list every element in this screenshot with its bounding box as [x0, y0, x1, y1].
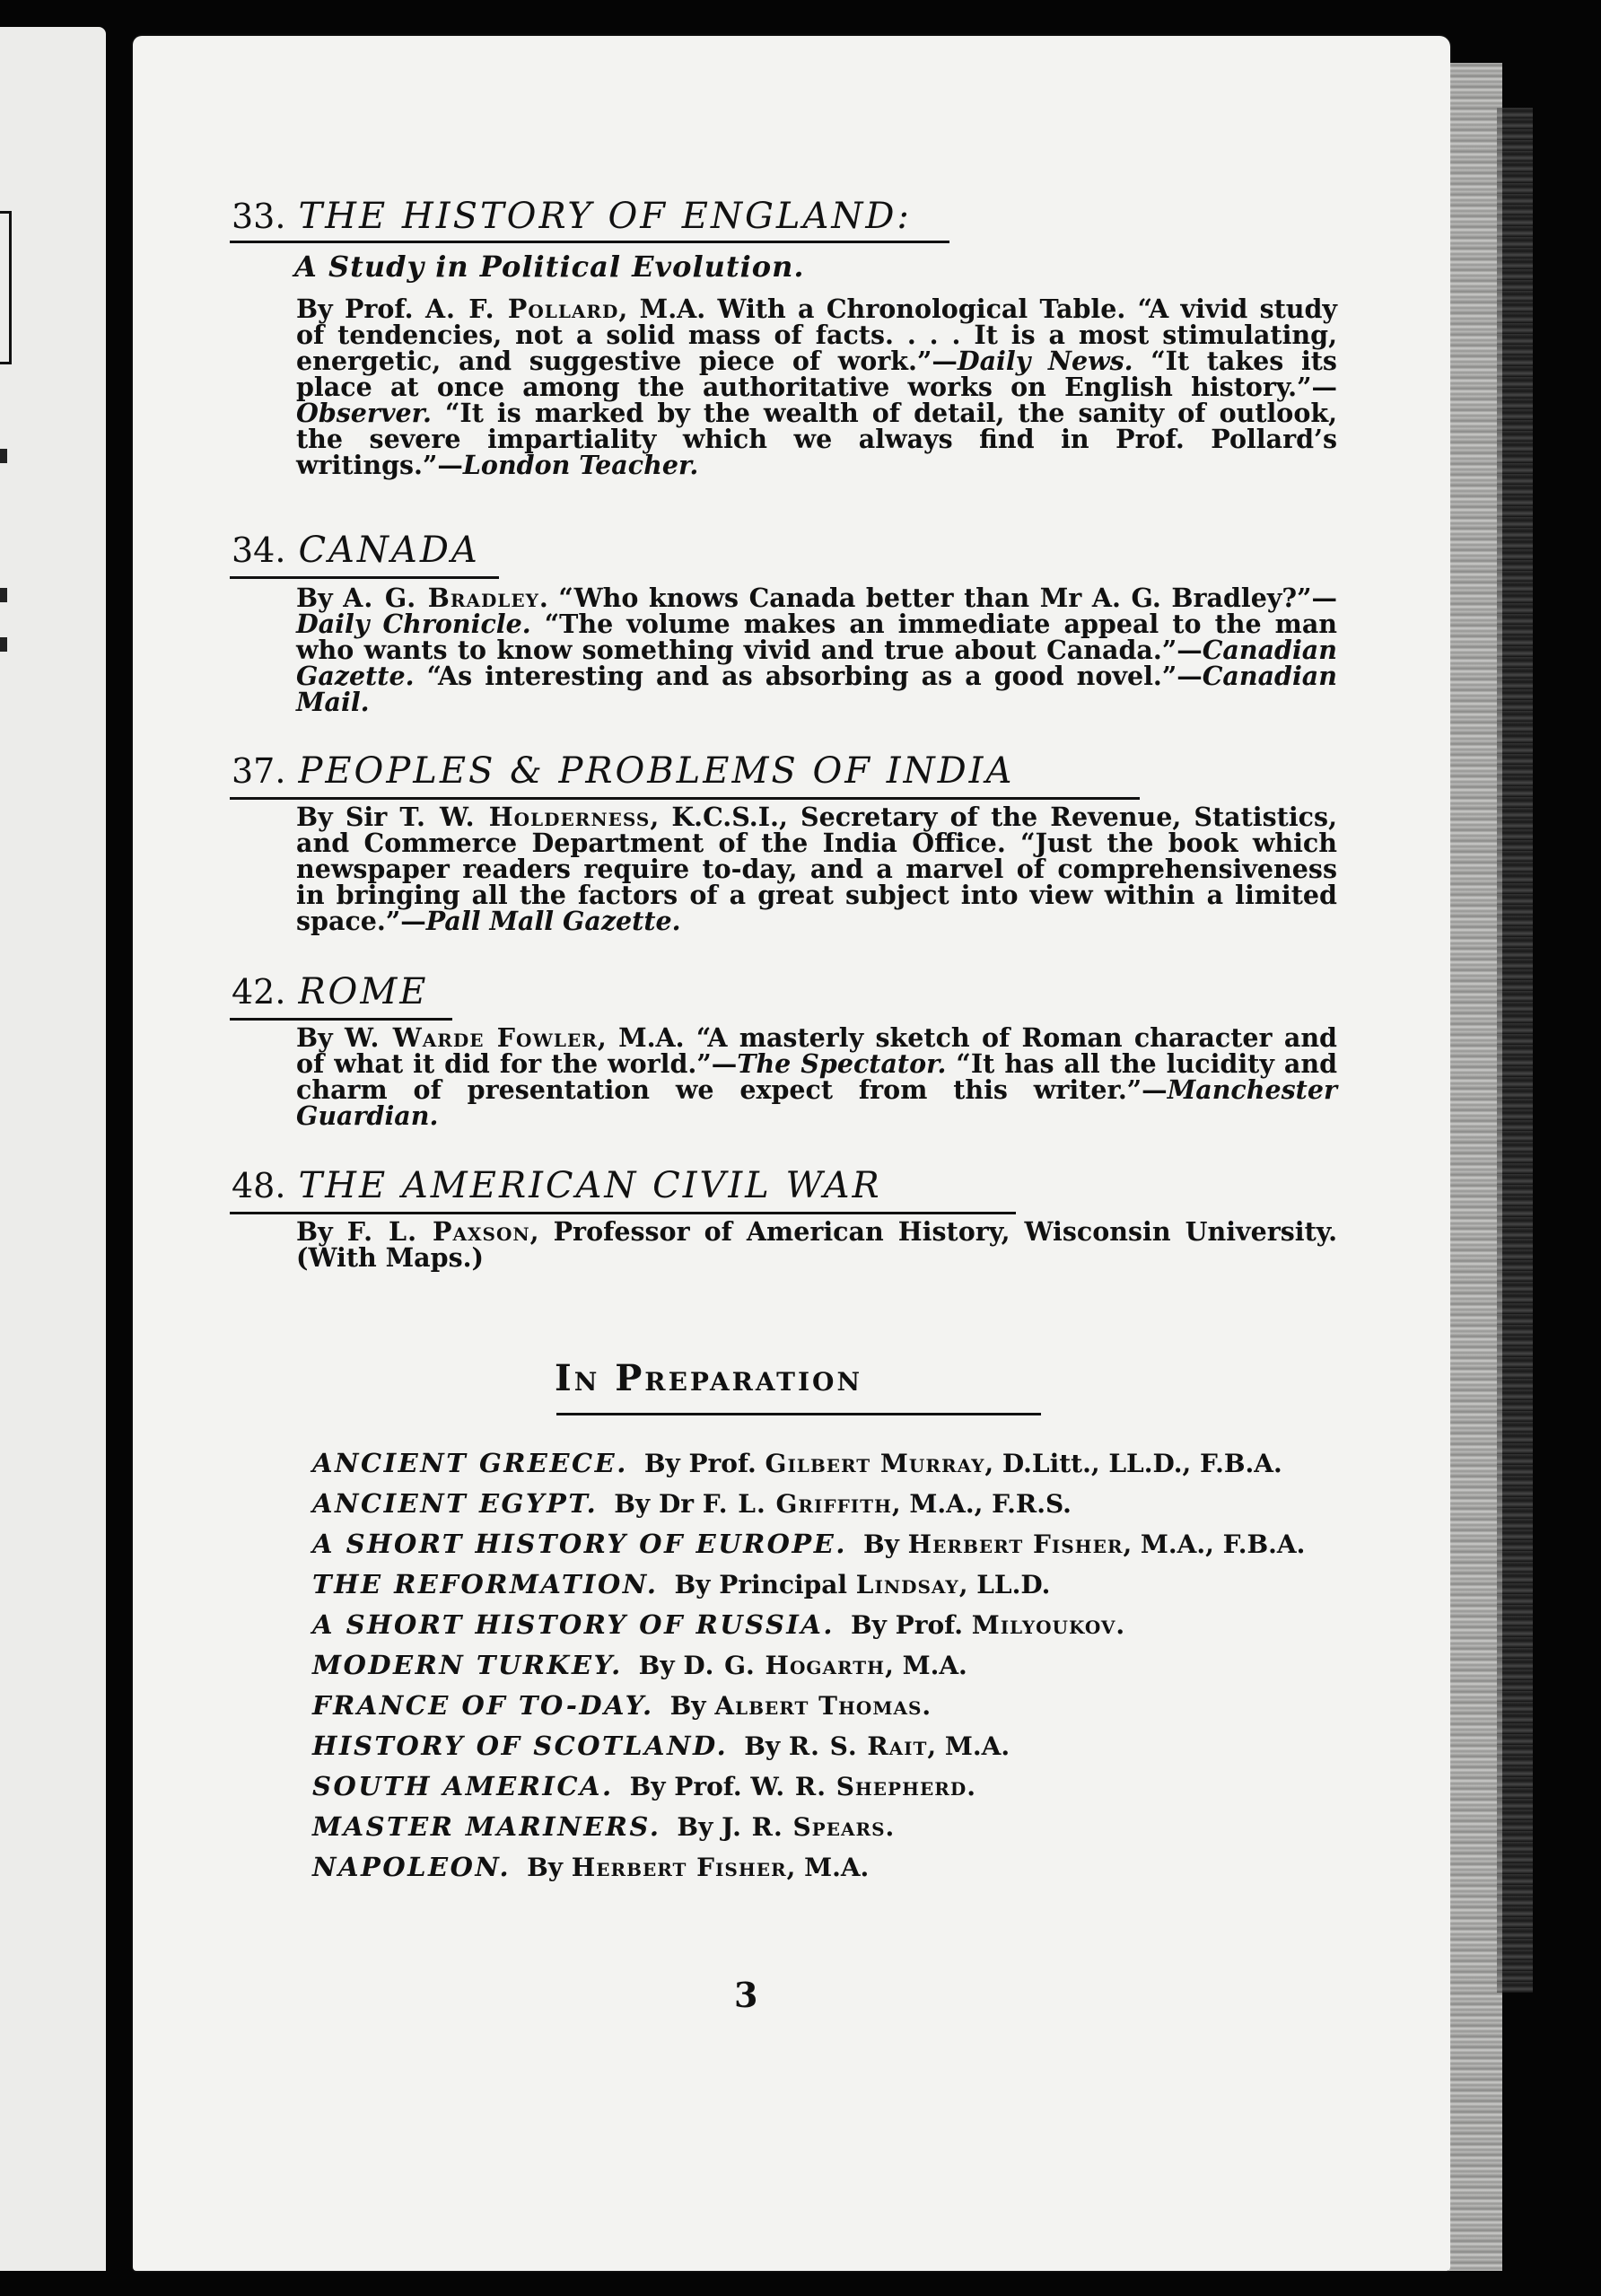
author-name: W. R. Shepherd [750, 1772, 967, 1801]
preparation-author [677, 1812, 894, 1842]
text-run: By [669, 1691, 715, 1721]
preparation-title: ANCIENT EGYPT. [312, 1488, 599, 1519]
heading-rule [230, 576, 499, 579]
author-name: D. G. Hogarth [683, 1651, 886, 1680]
facing-page-mark [0, 588, 7, 602]
entry-heading [232, 969, 429, 1013]
entry-heading [232, 749, 1014, 793]
preparation-author [614, 1489, 1072, 1519]
author-name: R. S. Rait [788, 1731, 928, 1761]
preparation-item [312, 1847, 1353, 1888]
preparation-title: A SHORT HISTORY OF EUROPE. [312, 1529, 847, 1559]
author-name: Lindsay [855, 1570, 959, 1599]
text-run: By [638, 1651, 684, 1680]
source-citation: Daily Chronicle. [296, 609, 531, 639]
author-name: Gilbert Murray [765, 1449, 985, 1478]
author-name: T. W. Holderness [399, 802, 651, 832]
text-run: “The volume makes an immediate appeal to the man who wants to know something vivid and true about Canada.”— [296, 609, 1338, 665]
text-run: By [677, 1812, 722, 1842]
text-run: , M.A., F.R.S. [891, 1489, 1072, 1519]
catalogue-page [133, 36, 1450, 2271]
entry-description [296, 1022, 1337, 1131]
page-number: 3 [734, 1975, 758, 2015]
source-citation: The Spectator. [737, 1048, 947, 1079]
preparation-author [863, 1529, 1305, 1559]
entry-description [296, 1216, 1337, 1273]
source-citation: Pall Mall Gazette. [425, 906, 681, 936]
source-citation: Canadian Mail. [296, 661, 1337, 717]
text-run: “As interesting and as absorbing as a good novel.”— [414, 661, 1203, 691]
page-stack-shadow [1497, 108, 1533, 1993]
preparation-heading: In Preparation [555, 1357, 863, 1399]
entry-number: 48. [232, 1166, 286, 1205]
author-name: Milyoukov [971, 1610, 1116, 1640]
text-run: By [296, 1022, 345, 1053]
text-run: By Dr [614, 1489, 703, 1519]
preparation-item [312, 1726, 1353, 1766]
text-run: By [744, 1731, 789, 1761]
preparation-author [527, 1853, 869, 1882]
preparation-author [644, 1449, 1282, 1478]
preparation-title: HISTORY OF SCOTLAND. [312, 1731, 729, 1761]
entry-description [296, 804, 1337, 934]
text-run: By [862, 1529, 908, 1559]
facing-page-frame-mark [0, 211, 12, 364]
entry-title: THE AMERICAN CIVIL WAR [298, 1165, 882, 1206]
entry-title: ROME [298, 971, 429, 1012]
text-run: By [527, 1853, 572, 1882]
text-run: “It takes its place at once among the authoritative works on English history.”— [296, 346, 1337, 402]
source-citation: Daily News. [957, 346, 1133, 376]
preparation-author [851, 1610, 1124, 1640]
text-run: By Principal [674, 1570, 856, 1599]
text-run: . [922, 1691, 932, 1721]
source-citation: London Teacher. [462, 450, 699, 480]
facing-page-mark [0, 449, 7, 463]
facing-page-mark [0, 637, 7, 652]
preparation-author [744, 1731, 1010, 1761]
heading-rule [230, 1018, 452, 1021]
entry-number: 33. [232, 197, 286, 236]
preparation-item [312, 1443, 1353, 1484]
entry-subtitle: A Study in Political Evolution. [294, 250, 805, 284]
source-citation: Canadian Gazette. [296, 635, 1337, 691]
preparation-title: MASTER MARINERS. [312, 1811, 661, 1842]
preparation-title: FRANCE OF TO-DAY. [312, 1690, 654, 1721]
text-run: , M.A., F.B.A. [1123, 1529, 1306, 1559]
author-name: J. R. Spears [722, 1812, 886, 1842]
preparation-item [312, 1524, 1353, 1564]
preparation-item [312, 1807, 1353, 1847]
preparation-item [312, 1605, 1353, 1645]
preparation-item [312, 1766, 1353, 1807]
author-name: A. G. Bradley [343, 583, 539, 613]
text-run: By Prof. [643, 1449, 766, 1478]
entry-title: PEOPLES & PROBLEMS OF INDIA [298, 750, 1015, 792]
text-run: By [296, 583, 344, 613]
entry-number: 34. [232, 530, 286, 570]
preparation-author [630, 1772, 975, 1801]
preparation-author [675, 1570, 1051, 1599]
preparation-title: SOUTH AMERICA. [312, 1771, 614, 1801]
source-citation: Manchester Guardian. [296, 1074, 1337, 1131]
preparation-item [312, 1564, 1353, 1605]
author-name: Herbert Fisher [907, 1529, 1124, 1559]
author-name: Albert Thomas [714, 1691, 923, 1721]
entry-number: 42. [232, 972, 286, 1012]
heading-rule [230, 1212, 1016, 1214]
text-run: , K.C.S.I., Secretary of the Revenue, Statistics, and Commerce Department of the India Office. “Just the book which newspaper readers require to-day, and a marvel of comprehensiveness in bringing all the factors of a great subject into view within a limited space.”— [296, 802, 1337, 936]
text-run: , M.A. With a Chronological Table. “A vivid study of tendencies, not a solid mass of facts. . . . It is a most stimulating, energetic, and suggestive piece of work.”— [296, 294, 1337, 376]
text-run: , M.A. [927, 1731, 1010, 1761]
text-run: . [1115, 1610, 1125, 1640]
entry-heading [232, 194, 912, 238]
text-run: By Prof. [296, 294, 425, 324]
text-run: , D.Litt., LL.D., F.B.A. [984, 1449, 1282, 1478]
heading-rule [230, 797, 1140, 800]
entry-title: CANADA [298, 530, 480, 571]
author-name: W. Warde Fowler [344, 1022, 598, 1053]
heading-rule [230, 241, 949, 243]
text-run: . “Who knows Canada better than Mr A. G. Bradley?”— [538, 583, 1337, 613]
preparation-title: NAPOLEON. [312, 1852, 512, 1882]
author-name: Herbert Fisher [571, 1853, 787, 1882]
text-run: By [296, 1216, 347, 1247]
text-run: . [885, 1812, 895, 1842]
entry-heading [232, 528, 480, 572]
preparation-title: ANCIENT GREECE. [312, 1448, 628, 1478]
text-run: , M.A. “A masterly sketch of Roman character and of what it did for the world.”— [296, 1022, 1337, 1079]
text-run: , Professor of American History, Wisconsin University. (With Maps.) [296, 1216, 1337, 1273]
preparation-item [312, 1484, 1353, 1524]
preparation-author [639, 1651, 967, 1680]
text-run: By Prof. [850, 1610, 972, 1640]
text-run: , LL.D. [958, 1570, 1051, 1599]
author-name: F. L. Paxson [346, 1216, 530, 1247]
preparation-title: THE REFORMATION. [312, 1569, 659, 1599]
source-citation: Observer. [296, 398, 432, 428]
preparation-rule [556, 1413, 1041, 1415]
entry-description [296, 296, 1337, 478]
text-run: “It has all the lucidity and charm of presentation we expect from this writer.”— [296, 1048, 1337, 1105]
preparation-item [312, 1686, 1353, 1726]
entry-number: 37. [232, 751, 286, 791]
text-run: “It is marked by the wealth of detail, the sanity of outlook, the severe impartiality which we always find in Prof. Pollard’s writings.”— [296, 398, 1337, 480]
text-run: , M.A. [885, 1651, 967, 1680]
page-stack-edge [1448, 63, 1502, 2271]
entry-description [296, 585, 1337, 715]
text-run: By Prof. [629, 1772, 751, 1801]
preparation-list [312, 1443, 1353, 1888]
text-run: By Sir [296, 802, 400, 832]
preparation-title: MODERN TURKEY. [312, 1650, 623, 1680]
text-run: , M.A. [786, 1853, 870, 1882]
author-name: F. L. Griffith [702, 1489, 892, 1519]
entry-heading [232, 1163, 882, 1207]
author-name: A. F. Pollard [424, 294, 619, 324]
entry-title: THE HISTORY OF ENGLAND: [298, 196, 912, 237]
preparation-author [670, 1691, 932, 1721]
text-run: . [967, 1772, 975, 1801]
preparation-title: A SHORT HISTORY OF RUSSIA. [312, 1609, 835, 1640]
facing-page-edge [0, 27, 106, 2271]
preparation-item [312, 1645, 1353, 1686]
